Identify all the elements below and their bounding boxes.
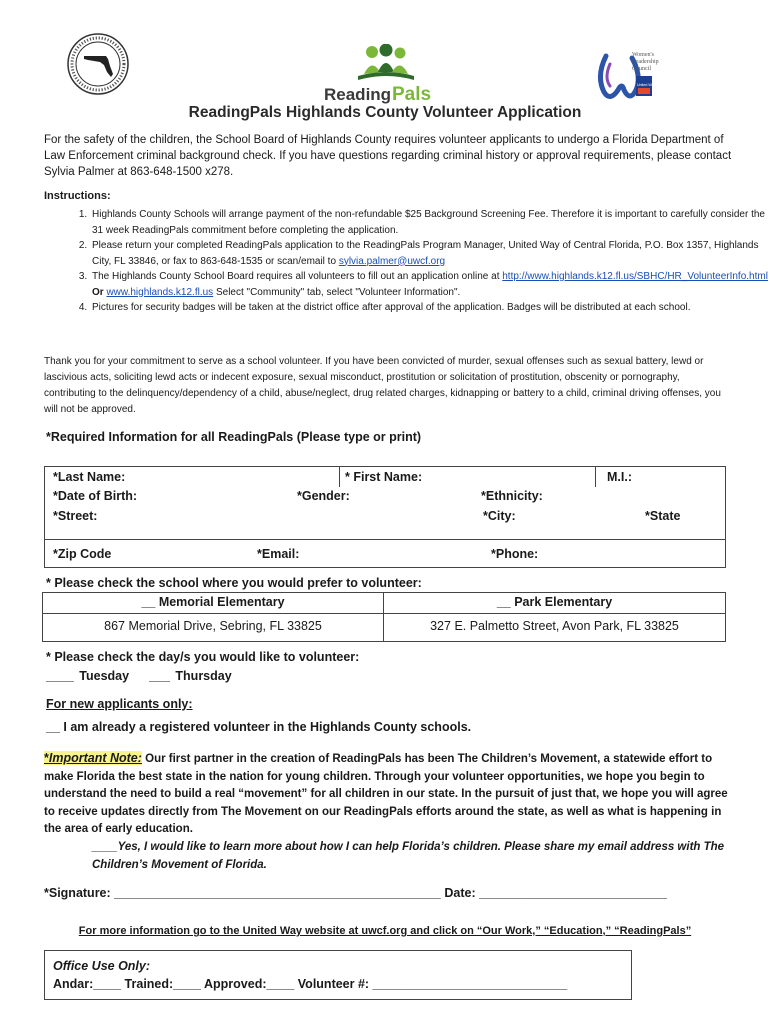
memorial-elementary-address: 867 Memorial Drive, Sebring, FL 33825 <box>104 619 322 633</box>
new-applicants-heading: For new applicants only: <box>46 697 193 711</box>
womens-leadership-council-logo <box>596 46 666 106</box>
wlc-line2: Leadership <box>632 59 659 65</box>
thanks-paragraph: Thank you for your commitment to serve as a school volunteer. If you have been convicted of murder, sexual offenses such as sexual battery, lewd or lascivious acts, soliciting lewd acts or indecent exposure, sexual misconduct, prostitution or solicitation of prostitution, obscenity or pornography, contributing to the delinquency/dependency of a child, abuse/neglect, drug related charges, kidnapping or battery to a child, criminal driving offenses, you will not be approved. <box>44 356 721 415</box>
readingpals-logo <box>320 44 450 106</box>
middle-initial-field[interactable]: M.I.: <box>607 470 632 484</box>
city-field[interactable]: *City: <box>483 509 516 523</box>
intro-paragraph: For the safety of the children, the School Board of Highlands County requires volunteer applicants to undergo a Florida Department of Law Enforcement criminal background check. If you have questions regarding criminal history or approval requirements, please contact Sylvia Palmer at 863-648-1500 x278. <box>44 134 732 178</box>
last-name-field[interactable]: *Last Name: <box>53 470 126 484</box>
required-info-heading: *Required Information for all ReadingPals (Please type or print) <box>46 430 422 444</box>
phone-field[interactable]: *Phone: <box>491 547 539 561</box>
page-title: ReadingPals Highlands County Volunteer Application <box>188 104 582 121</box>
zip-code-field[interactable]: *Zip Code <box>53 547 112 561</box>
more-info-link[interactable]: For more information go to the United Way website at uwcf.org and click on “Our Work,” “Education,” “ReadingPals” <box>78 925 692 937</box>
signature-date-row[interactable]: *Signature: _______________________________________________ Date: ___________________________ <box>44 886 667 900</box>
note-text: Our first partner in the creation of ReadingPals has been The Children’s Movement, a statewide effort to make Florida the best state in the nation for young children. Through your volunteer opportunities, we hope you begin to understand the need to build a real “movement” for all children in our state. In the pursuit of just that, we hope you will agree to receive updates directly from The Movement on our ReadingPals efforts around the state, as well as what is happening in the area of early education. <box>44 753 728 835</box>
park-elementary-option[interactable]: __ Park Elementary <box>496 595 613 609</box>
school-question: * Please check the school where you would prefer to volunteer: <box>46 576 422 590</box>
instruction-or-text: Or <box>92 286 107 298</box>
applicant-info-table <box>44 466 726 568</box>
instruction-item-1: 1. Highlands County Schools will arrange payment of the non-refundable $25 Background Screening Fee. Therefore it is important to carefully consider the 31 week ReadingPals commitment before completing the application. <box>90 207 770 238</box>
ethnicity-field[interactable]: *Ethnicity: <box>481 489 543 503</box>
instruction-item-2-text: Please return your completed ReadingPals application to the ReadingPals Program Manager, United Way of Central Florida, P.O. Box 1357, Highlands City, FL 33846, or fax to 863-648-1535 or scan/email to <box>92 240 759 267</box>
office-use-fields: Andar:____ Trained:____ Approved:____ Volunteer #: ____________________________ <box>53 977 568 991</box>
first-name-field[interactable]: * First Name: <box>345 470 423 484</box>
street-field[interactable]: *Street: <box>53 509 98 523</box>
email-link[interactable]: sylvia.palmer@uwcf.org <box>338 255 446 267</box>
instruction-item-3 <box>90 269 770 300</box>
instructions-label: Instructions: <box>44 190 111 202</box>
gender-field[interactable]: *Gender: <box>297 489 350 503</box>
important-note-label <box>44 751 142 765</box>
memorial-elementary-option[interactable]: __ Memorial Elementary <box>141 595 285 609</box>
readingpals-logo-reading-text: Reading <box>324 85 392 104</box>
tuesday-option[interactable]: ____ Tuesday <box>46 669 130 683</box>
highlands-school-board-seal-logo <box>66 32 130 96</box>
important-note <box>44 750 734 839</box>
school-choice-table <box>42 592 726 642</box>
share-email-consent-option[interactable]: ____Yes, I would like to learn more about how I can help Florida’s children. Please share my email address with The Children’s Movement of Florida. <box>92 841 725 871</box>
note-star: * <box>44 751 49 765</box>
volunteer-info-link[interactable]: http://www.highlands.k12.fl.us/SBHC/HR_VolunteerInfo.html <box>502 271 768 282</box>
office-use-box <box>44 950 632 1000</box>
date-of-birth-field[interactable]: *Date of Birth: <box>53 489 138 503</box>
highlands-site-link[interactable]: www.highlands.k12.fl.us <box>106 286 214 298</box>
instruction-item-4: 4. Pictures for security badges will be taken at the district office after approval of the application. Badges will be distributed at each school. <box>90 300 770 316</box>
instruction-item-3-text: The Highlands County School Board requires all volunteers to fill out an application online at <box>92 271 503 282</box>
instructions-list <box>44 207 770 316</box>
united-way-badge-text: United Way <box>637 83 656 87</box>
instruction-item-2 <box>90 238 770 269</box>
days-options <box>46 669 252 683</box>
thursday-option[interactable]: ___ Thursday <box>149 669 232 683</box>
state-field[interactable]: *State <box>645 509 681 523</box>
wlc-line1: Women's <box>632 52 654 58</box>
already-registered-option[interactable]: __ I am already a registered volunteer in the Highlands County schools. <box>46 720 472 734</box>
email-field[interactable]: *Email: <box>257 547 300 561</box>
readingpals-logo-pals-text: Pals <box>392 84 432 105</box>
park-elementary-address: 327 E. Palmetto Street, Avon Park, FL 33825 <box>430 619 679 633</box>
wlc-line3: Council <box>632 66 651 72</box>
instruction-item-3-tail: Select "Community" tab, select "Volunteer Information". <box>213 286 461 298</box>
office-use-title: Office Use Only: <box>53 959 151 973</box>
note-label-text: Important Note: <box>48 751 142 765</box>
days-question: * Please check the day/s you would like to volunteer: <box>46 650 360 664</box>
